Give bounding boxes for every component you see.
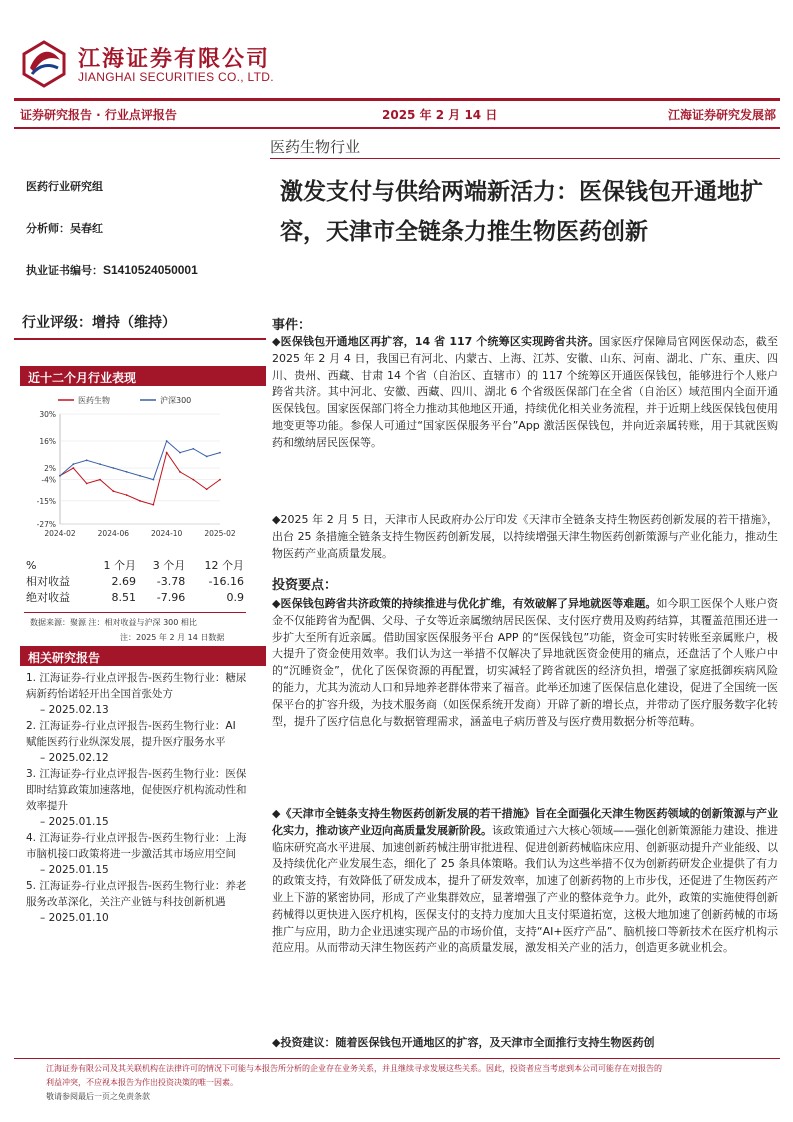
event-p1-lead: 医保钱包开通地区再扩容，14 省 117 个统筹区实现跨省共济。	[280, 335, 600, 348]
related-report-item[interactable]	[26, 830, 248, 878]
table-divider	[24, 612, 246, 613]
data-point	[99, 479, 101, 481]
rating-divider	[14, 338, 266, 340]
invest-paragraph-1	[272, 596, 778, 730]
data-point	[152, 479, 154, 481]
bullet-icon: ◆	[272, 335, 281, 348]
source-note: 数据来源：聚源 注：相对收益与沪深 300 相比	[30, 618, 197, 627]
perf-table-header	[24, 557, 246, 573]
data-point	[59, 475, 61, 477]
invest-p1-body: 如今职工医保个人账户资金不仅能跨省为配偶、父母、子女等近亲属缴纳居民医保、支付医疗费用及购药结算，其覆盖范围还进一步扩大至所有近亲属。借助国家医保服务平台 APP 的“医保钱包”功能，资金可实时转账至亲属账户，极大提升了资金使用效率。我们认为这一举措不仅解决了异地就医资金使用的痛点，还盘活了个人账户中的“沉睡资金”，优化了医保资源的再配置，切实减轻了跨省就医的经济负担，增强了家庭抵御疾病风险的能力，尤其为流动人口和异地养老群体带来了福音。此举还加速了医保信息化建设，促进了全国统一医保平台的扩容升级，为技术服务商（如医保系统开发商）开辟了新的增长点，并带动了医疗服务数字化转型，提升了医疗信息化与数据管理需求，涵盖电子病历普及与医疗费用数据分析等范畴。	[272, 597, 779, 728]
related-report-item[interactable]	[26, 670, 248, 718]
related-reports-list	[26, 670, 248, 926]
data-point	[219, 479, 221, 481]
perf-row-label: 绝对收益	[26, 591, 70, 604]
perf-header-cell: 12 个月	[204, 559, 244, 572]
perf-row-label: 相对收益	[26, 575, 70, 588]
x-tick-label: 2024-02	[44, 529, 76, 538]
y-tick-label: -4%	[41, 475, 56, 485]
data-point	[72, 463, 74, 465]
industry-divider	[270, 158, 780, 159]
perf-header-cell: %	[26, 558, 37, 572]
analyst-line	[26, 220, 103, 236]
related-report-text: 3. 江海证券-行业点评报告-医药生物行业：医保即时结算政策加速落地，促使医疗机构流动性和效率提升	[26, 768, 247, 812]
bullet-icon: ◆	[272, 513, 281, 526]
perf-table-row	[24, 589, 246, 605]
data-point	[206, 488, 208, 490]
footer-line-1: 江海证券有限公司及其关联机构在法律许可的情况下可能与本报告所分析的企业存在业务关系，并且继续寻求发展这些关系。因此，投资者应当考虑到本公司可能存在对报告的	[46, 1064, 662, 1073]
bullet-icon: ◆	[272, 597, 281, 610]
invest-p2-lead: 《天津市全链条支持生物医药创新发展的若干措施》旨在全面强化天津生物医药领域的创新策源与产业化实力，推动该产业迈向高质量发展新阶段。	[272, 807, 779, 837]
data-point	[72, 467, 74, 469]
analyst-name: 吴春红	[70, 222, 103, 235]
x-tick-label: 2024-10	[150, 529, 183, 538]
data-point	[86, 459, 88, 461]
related-section-title: 相关研究报告	[28, 651, 101, 665]
data-point	[139, 475, 141, 477]
data-point	[152, 504, 154, 506]
industry-tag: 医药生物行业	[270, 138, 361, 156]
perf-section-title: 近十二个月行业表现	[28, 371, 137, 385]
data-point	[86, 483, 88, 485]
related-report-text: 5. 江海证券-行业点评报告-医药生物行业：养老服务改革深化，关注产业链与科技创新机遇	[26, 880, 247, 908]
perf-cell: 2.69	[111, 574, 137, 588]
perf-section-bar	[20, 366, 266, 386]
invest-p2-body: 该政策通过六大核心领域——强化创新策源能力建设、推进临床研究高水平进展、加速创新药械注册审批进程、促进创新药械临床应用、创新驱动提升产业能级、以及持续优化产业发展生态，细化了 25 条具体策略。我们认为这些举措不仅为创新药研发企业提供了有力的政策支持，有效降低了研发成本，提升了研发效率，加速了创新药物的上市步伐，还促进了生物医药产业上下游的紧密协同，形成了产业集群效应，显著增强了产业的整体竞争力。此外，政策的实施使得创新药械得以更快进入医疗机构，医保支付的支持力度加大且支付渠道拓宽，这极大地加速了创新药械的市场推广与应用，助力企业迅速实现产品的市场价值，支持“AI+医疗产品”、脑机接口等新技术在医疗机构示范应用。从而带动天津生物医药产业的高质量发展，激发相关产业的活力，创造更多就业机会。	[272, 823, 778, 955]
x-tick-label: 2025-02	[204, 529, 236, 538]
data-point	[206, 456, 208, 458]
department: 江海证券研究发展部	[667, 108, 776, 122]
invest-p1-lead: 医保钱包跨省共济政策的持续推进与优化扩维，有效破解了异地就医等难题。	[280, 597, 657, 610]
related-report-item[interactable]	[26, 878, 248, 926]
related-report-date: – 2025.01.10	[40, 912, 109, 924]
related-report-text: 2. 江海证券-行业点评报告-医药生物行业：AI 赋能医药行业纵深发展，提升医疗服务水平	[26, 720, 236, 748]
invest-p3-lead: 投资建议：随着医保钱包开通地区的扩容，及天津市全面推行支持生物医药创	[280, 1036, 655, 1049]
y-tick-label: 30%	[39, 410, 56, 419]
footer-divider	[14, 1058, 780, 1059]
event-p2-body: 2025 年 2 月 5 日，天津市人民政府办公厅印发《天津市全链条支持生物医药创新发展的若干措施》，出台 25 条措施全链条支持生物医药创新发展，以持续增强天津生物医药创新策源与产业化能力，推动生物医药产业高质量发展。	[272, 513, 778, 560]
data-point	[126, 471, 128, 473]
company-name-en: JIANGHAI SECURITIES CO., LTD.	[78, 70, 274, 84]
company-name-cn: 江海证券有限公司	[78, 46, 271, 72]
legend-label: 医药生物	[78, 396, 110, 405]
perf-cell: -3.78	[156, 574, 186, 588]
related-report-date: – 2025.01.15	[40, 864, 109, 876]
series-line	[60, 441, 220, 480]
perf-cell: 8.51	[111, 590, 137, 604]
event-paragraph-2	[272, 512, 778, 562]
related-report-item[interactable]	[26, 718, 248, 766]
logo-mark-icon	[18, 38, 70, 90]
y-tick-label: 2%	[44, 464, 56, 474]
data-point	[112, 490, 114, 492]
data-point	[192, 479, 194, 481]
report-header-bar	[14, 98, 780, 129]
perf-cell: -7.96	[156, 590, 186, 604]
event-heading: 事件：	[272, 318, 312, 333]
x-tick-label: 2024-06	[97, 529, 130, 538]
event-paragraph-1	[272, 334, 778, 452]
cert-number: S1410524050001	[103, 263, 198, 277]
invest-paragraph-2	[272, 806, 778, 957]
y-tick-label: -27%	[36, 520, 56, 529]
data-point	[166, 440, 168, 442]
perf-table-row	[24, 573, 246, 589]
cert-line	[26, 262, 198, 278]
report-date: 2025 年 2 月 14 日	[382, 108, 498, 122]
analyst-label: 分析师：	[26, 222, 70, 235]
cert-label: 执业证书编号：	[26, 264, 103, 277]
performance-table	[24, 557, 246, 605]
performance-chart	[20, 390, 266, 550]
y-tick-label: -15%	[36, 496, 56, 506]
date-note: 注：2025 年 2 月 14 日数据	[120, 633, 225, 642]
data-point	[219, 452, 221, 454]
legend-label: 沪深300	[160, 396, 192, 405]
bullet-icon: ◆	[272, 1036, 281, 1049]
data-point	[179, 471, 181, 473]
bullet-icon: ◆	[272, 807, 281, 820]
related-report-date: – 2025.01.15	[40, 816, 109, 828]
related-report-text: 1. 江海证券-行业点评报告-医药生物行业：糖尿病新药怡诺轻开出全国首张处方	[26, 672, 247, 700]
industry-rating: 行业评级：增持（维持）	[22, 315, 176, 331]
report-type: 证券研究报告 · 行业点评报告	[20, 108, 177, 122]
footer-line-3[interactable]: 敬请参阅最后一页之免责条款	[46, 1092, 150, 1101]
perf-header-cell: 3 个月	[152, 559, 186, 572]
related-report-item[interactable]	[26, 766, 248, 830]
y-tick-label: 16%	[39, 437, 56, 447]
related-report-date: – 2025.02.13	[40, 704, 109, 716]
perf-cell: -16.16	[208, 574, 244, 588]
event-p1-body: 国家医疗保障局官网医保动态，截至 2025 年 2 月 4 日，我国已有河北、内蒙古、上海、江苏、安徽、山东、河南、湖北、广东、重庆、四川、贵州、西藏、甘肃 14 个省（自治区、直辖市）的 117 个统筹区开通医保钱包，能够进行个人账户跨省共济。其中河北、安徽、西藏、四川、湖北 6 个省级医保部门在全省（自治区）域范围内全面开通医保钱包。国家医保部门将全力推动其他地区开通，持续优化相关业务流程，并于近期上线医保钱包使用地变更等功能。参保人可通过“国家医保服务平台”App 激活医保钱包，并向近亲属转账，用于其就医购药和缴纳居民医保等。	[272, 335, 778, 449]
data-point	[166, 452, 168, 454]
related-report-date: – 2025.02.12	[40, 752, 109, 764]
perf-header-cell: 1 个月	[103, 559, 137, 572]
company-logo	[18, 38, 70, 90]
series-line	[60, 453, 220, 505]
data-point	[139, 500, 141, 502]
report-title: 激发支付与供给两端新活力：医保钱包开通地扩容，天津市全链条力推生物医药创新	[280, 178, 763, 245]
data-point	[112, 467, 114, 469]
data-point	[126, 494, 128, 496]
invest-heading: 投资要点：	[272, 578, 338, 593]
research-group: 医药行业研究组	[26, 180, 103, 193]
data-point	[99, 463, 101, 465]
invest-paragraph-3	[272, 1035, 778, 1053]
data-point	[192, 448, 194, 450]
performance-chart-svg	[20, 390, 266, 550]
related-report-text: 4. 江海证券-行业点评报告-医药生物行业：上海市脑机接口政策将进一步激活其市场应用空间	[26, 832, 247, 860]
related-section-bar	[20, 646, 266, 666]
footer-line-2: 利益冲突，不应视本报告为作出投资决策的唯一因素。	[46, 1078, 238, 1087]
data-point	[179, 452, 181, 454]
footer-disclaimer	[46, 1062, 766, 1104]
perf-cell: 0.9	[226, 590, 244, 604]
